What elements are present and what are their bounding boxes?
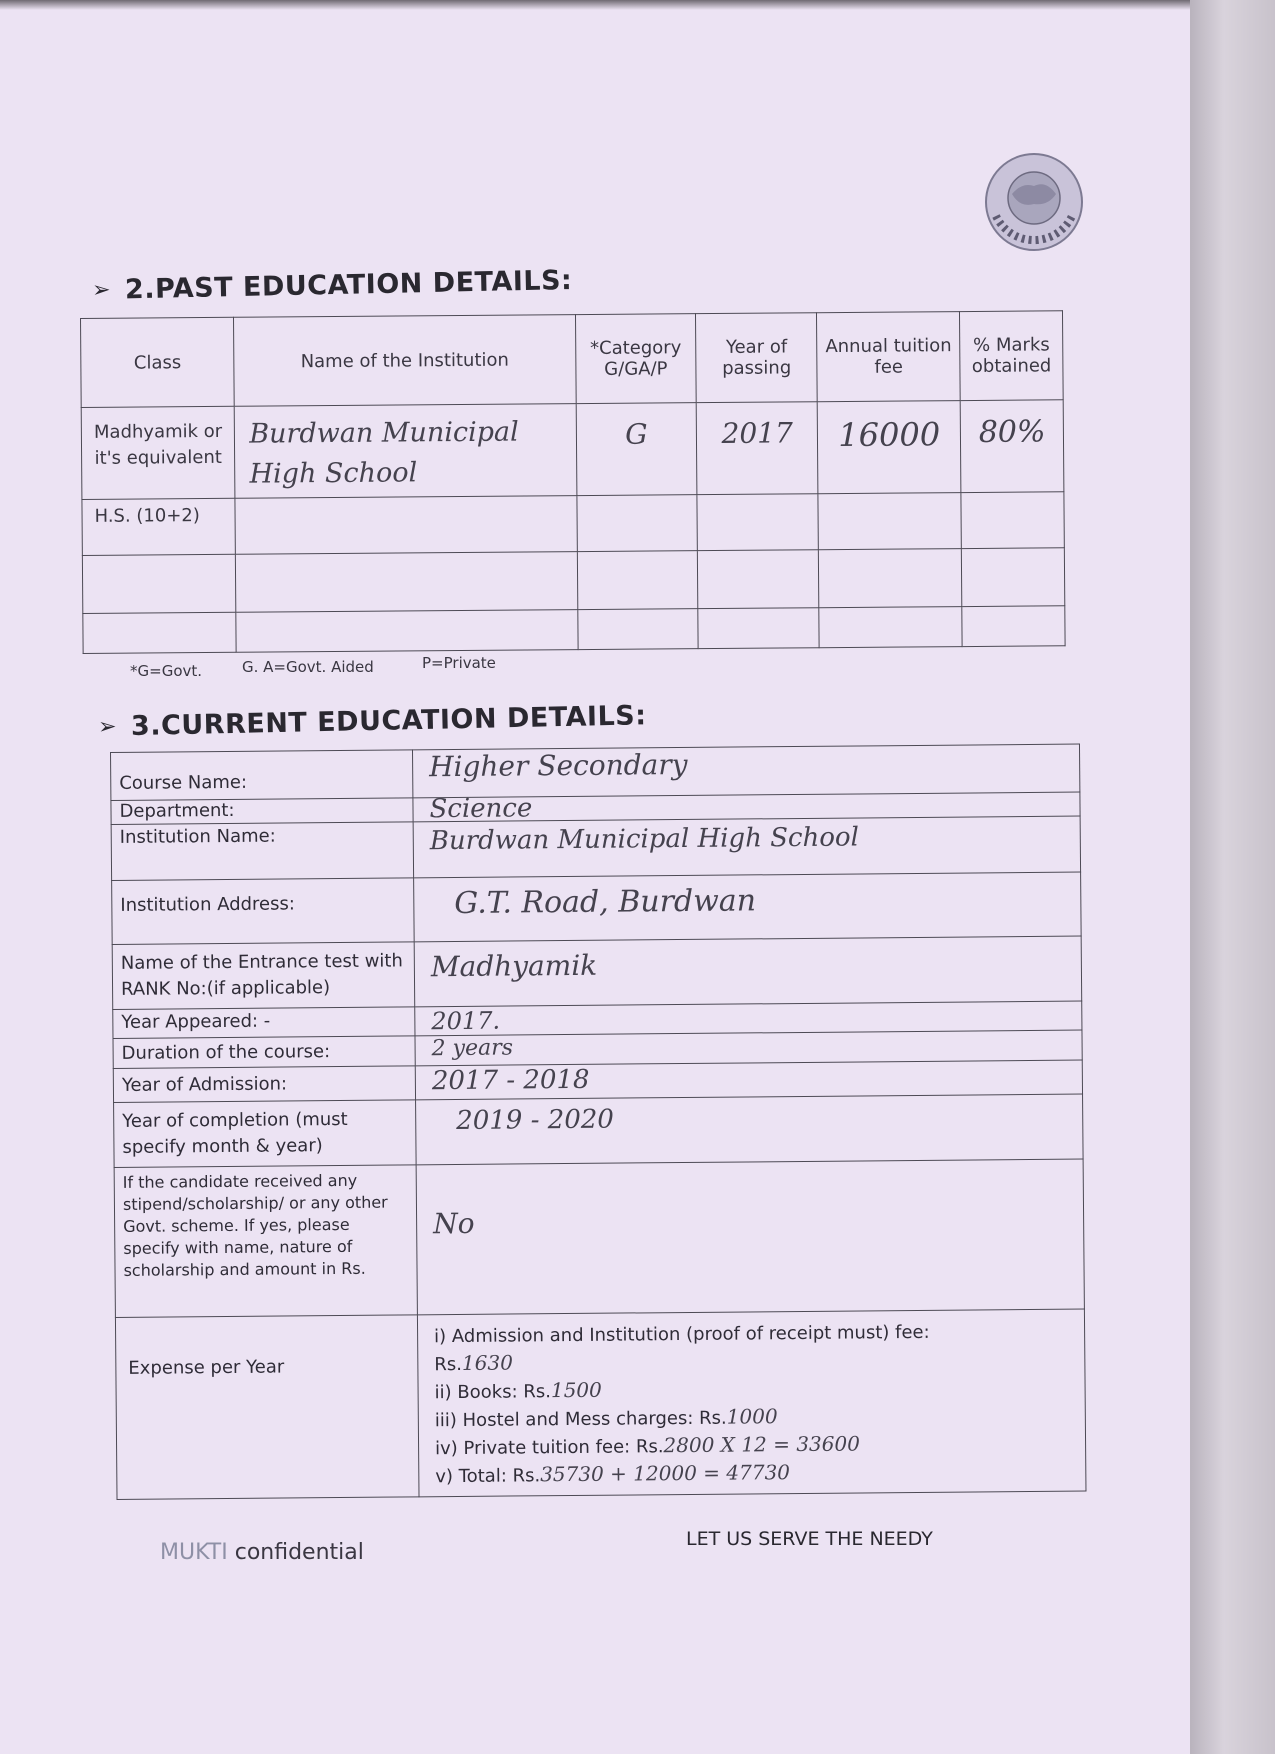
institution-name-label: Institution Name: — [111, 822, 413, 881]
course-name-label: Course Name: — [111, 750, 413, 801]
header-class: Class — [81, 317, 235, 407]
department-value: Science — [413, 792, 1080, 822]
completion-year-value: 2019 - 2020 — [416, 1094, 1084, 1165]
form-row — [111, 816, 1080, 880]
header-fee: Annual tuition fee — [817, 312, 961, 402]
row-year: 2017 — [697, 402, 819, 495]
row-institution — [235, 496, 577, 555]
row-class — [83, 612, 237, 653]
admission-year-value: 2017 - 2018 — [415, 1060, 1082, 1100]
expense-total: v) Total: Rs.35730 + 12000 = 47730 — [435, 1460, 791, 1488]
department-label: Department: — [111, 798, 413, 825]
scholarship-label: If the candidate received any stipend/scholarship/ or any other Govt. scheme. If yes, please specify with name, nature of scholarship and amount in Rs. — [114, 1165, 417, 1318]
row-fee — [819, 607, 962, 648]
row-category: G — [576, 403, 698, 496]
table-row — [82, 548, 1064, 614]
duration-value: 2 years — [415, 1030, 1082, 1066]
legend-govt: *G=Govt. — [130, 662, 203, 680]
row-year — [698, 550, 819, 609]
table-row — [81, 400, 1064, 500]
institution-address-label: Institution Address: — [112, 878, 415, 945]
header-marks: % Marks obtained — [960, 311, 1063, 401]
institution-address-value: G.T. Road, Burdwan — [414, 872, 1082, 942]
row-class: Madhyamik or it's equivalent — [81, 406, 235, 499]
course-name-value: Higher Secondary — [412, 744, 1079, 798]
row-marks — [962, 606, 1065, 647]
arrow-bullet-icon: ➢ — [91, 277, 112, 304]
row-class — [82, 554, 236, 613]
expense-books: ii) Books: Rs.1500 — [434, 1377, 602, 1404]
form-row — [115, 1309, 1086, 1499]
expense-label: Expense per Year — [115, 1315, 419, 1500]
row-marks: 80% — [961, 400, 1064, 493]
row-fee: 16000 — [817, 401, 961, 494]
completion-year-label: Year of completion (must specify month & year) — [114, 1100, 417, 1168]
table-header-row — [81, 311, 1064, 408]
header-institution: Name of the Institution — [234, 315, 576, 407]
row-marks — [961, 492, 1064, 549]
past-education-title: ➢ 2.PAST EDUCATION DETAILS: — [91, 264, 573, 306]
footer-brand: MUKTI — [160, 1540, 228, 1565]
entrance-test-value: Madhyamik — [414, 936, 1082, 1007]
header-year: Year of passing — [696, 313, 818, 403]
current-education-title: ➢ 3.CURRENT EDUCATION DETAILS: — [97, 700, 647, 743]
expense-admission-fee: i) Admission and Institution (proof of receipt must) fee: — [434, 1321, 930, 1348]
entrance-test-label: Name of the Entrance test with RANK No:(if applicable) — [112, 942, 415, 1010]
row-year — [698, 608, 819, 649]
duration-label: Duration of the course: — [113, 1036, 415, 1069]
form-row — [112, 872, 1082, 944]
expense-admission-amount: Rs.1630 — [434, 1350, 513, 1376]
admission-year-label: Year of Admission: — [113, 1066, 415, 1103]
row-class: H.S. (10+2) — [82, 498, 236, 555]
expense-hostel: iii) Hostel and Mess charges: Rs.1000 — [434, 1404, 778, 1432]
page-top-shadow — [0, 0, 1190, 10]
row-institution — [236, 610, 578, 653]
scholarship-value: No — [416, 1159, 1084, 1315]
arrow-bullet-icon: ➢ — [97, 714, 118, 740]
current-education-table — [110, 744, 1086, 1500]
row-category — [576, 495, 697, 552]
mukti-logo — [982, 150, 1086, 254]
row-fee — [819, 549, 963, 608]
row-year — [697, 494, 818, 551]
institution-name-value: Burdwan Municipal High School — [413, 816, 1080, 878]
row-fee — [818, 493, 962, 550]
past-education-table — [80, 310, 1066, 654]
legend-private: P=Private — [422, 654, 496, 672]
table-row — [82, 492, 1064, 556]
row-marks — [962, 548, 1065, 607]
row-institution: Burdwan Municipal High School — [235, 404, 577, 499]
footer-confidential — [160, 1540, 364, 1565]
table-row — [83, 606, 1065, 654]
form-row — [114, 1094, 1084, 1167]
footer-confidential-text: confidential — [234, 1540, 364, 1565]
expense-tuition: iv) Private tuition fee: Rs.2800 X 12 = 33600 — [435, 1431, 860, 1460]
footer-motto: LET US SERVE THE NEEDY — [686, 1528, 933, 1550]
year-appeared-label: Year Appeared: - — [113, 1007, 415, 1039]
row-institution — [236, 552, 578, 613]
header-category: *Category G/GA/P — [575, 314, 697, 404]
form-row — [111, 744, 1080, 800]
expense-details — [417, 1309, 1086, 1497]
year-appeared-value: 2017. — [415, 1001, 1082, 1036]
row-category — [577, 551, 698, 610]
legend-aided: G. A=Govt. Aided — [242, 658, 374, 676]
form-row — [114, 1159, 1084, 1317]
row-category — [577, 609, 698, 650]
page-stack-edge — [1190, 0, 1275, 1754]
form-row — [112, 936, 1082, 1009]
